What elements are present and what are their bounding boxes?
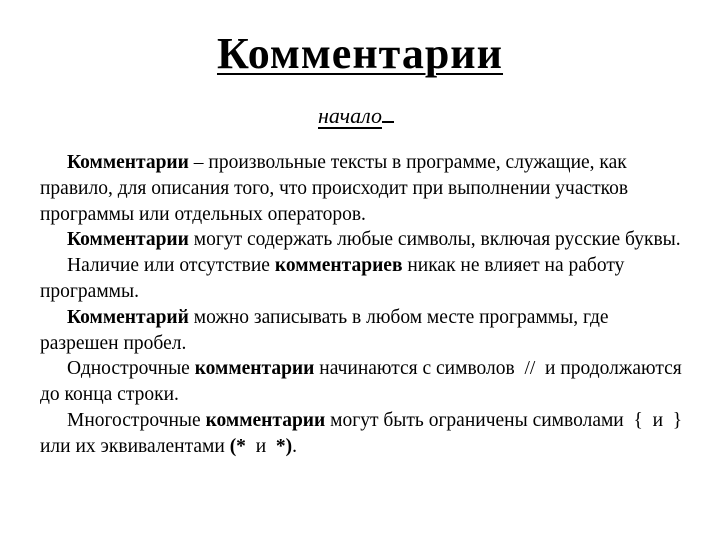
paragraph-text: никак не влияет на работу программы. xyxy=(40,255,625,302)
paragraph-symbols xyxy=(40,227,690,253)
slide-subtitle xyxy=(318,102,394,130)
paragraph-text-pre: Однострочные xyxy=(67,358,195,380)
term-bold: комментариев xyxy=(274,255,403,277)
slide-body xyxy=(40,150,690,460)
paragraph-text: – произвольные тексты в программе, служащие, как правило, для описания того, что происходит при выполнении участков программы или отдельных операторов. xyxy=(40,152,629,225)
slide-subtitle-text: начало xyxy=(318,103,382,128)
slide-title xyxy=(0,28,720,80)
term-bold: Комментарий xyxy=(67,306,189,328)
paragraph-text: могут быть ограничены символами { и } или их эквивалентами xyxy=(40,409,692,457)
paragraph-text: можно записывать в любом месте программы, где разрешен пробел. xyxy=(40,306,609,354)
term-bold: комментарии xyxy=(205,409,326,431)
term-bold: Комментарии xyxy=(67,229,189,251)
term-bold: комментарии xyxy=(194,358,315,380)
open-comment-symbol: (* xyxy=(229,435,246,457)
close-comment-symbol: *) xyxy=(275,435,293,457)
paragraph-text-mid: и xyxy=(245,435,276,457)
paragraph-text: начинаются с символов // и продолжаются до конца строки. xyxy=(40,358,687,406)
subtitle-underline-mark xyxy=(382,103,394,123)
term-bold: Комментарии xyxy=(67,152,189,173)
paragraph-text-pre: Наличие или отсутствие xyxy=(67,255,275,277)
slide-title-text: Комментарии xyxy=(216,29,504,78)
paragraph-text-end: . xyxy=(292,435,297,457)
paragraph-multi-line xyxy=(40,408,690,460)
paragraph-definition xyxy=(40,150,690,227)
paragraph-no-effect xyxy=(40,253,690,305)
paragraph-text: могут содержать любые символы, включая русские буквы. xyxy=(188,229,681,251)
paragraph-text-pre: Многострочные xyxy=(67,409,206,431)
paragraph-single-line xyxy=(40,356,690,408)
paragraph-placement xyxy=(40,305,690,357)
